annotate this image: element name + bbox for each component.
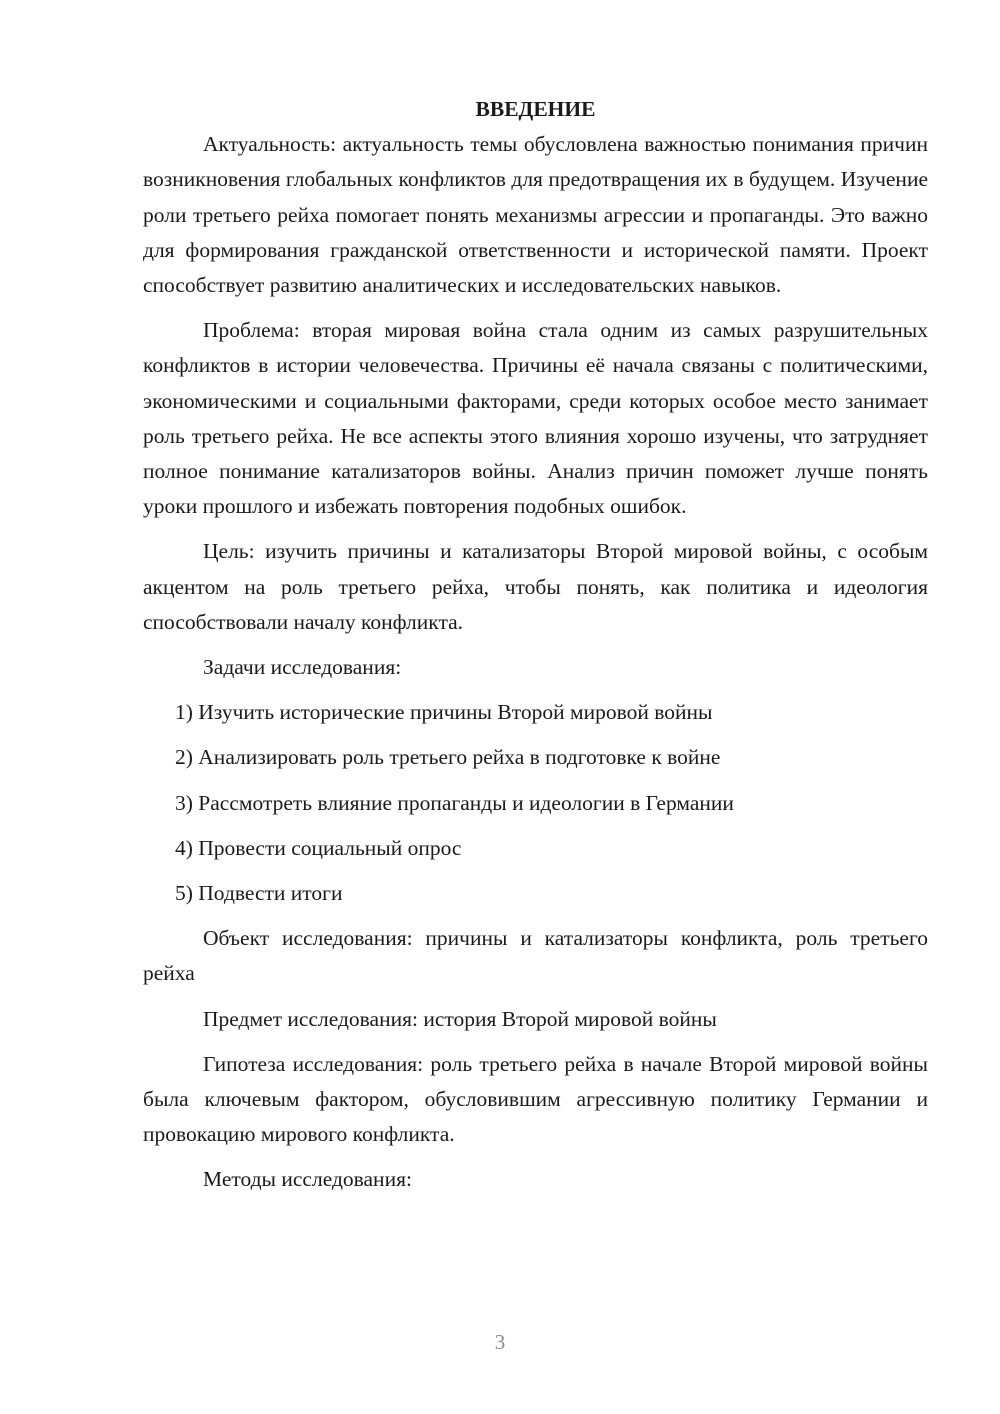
task-list bbox=[143, 695, 928, 911]
task-item-4: 4) Провести социальный опрос bbox=[175, 835, 462, 860]
task-item-2: 2) Анализировать роль третьего рейха в подготовке к войне bbox=[175, 745, 721, 770]
document-page bbox=[143, 92, 928, 1208]
task-item-1: 1) Изучить исторические причины Второй мировой войны bbox=[175, 700, 713, 725]
task-item-3: 3) Рассмотреть влияние пропаганды и идеологии в Германии bbox=[175, 790, 734, 815]
paragraph-methods-title: Методы исследования: bbox=[203, 1167, 412, 1192]
paragraph-goal: Цель: изучить причины и катализаторы Второй мировой войны, с особым акцентом на роль третьего рейха, чтобы понять, как политика и идеология способствовали началу конфликта. bbox=[143, 539, 928, 634]
page-number: 3 bbox=[494, 1330, 506, 1354]
paragraph-hypothesis: Гипотеза исследования: роль третьего рейха в начале Второй мировой войны была ключевым фактором, обусловившим агрессивную политику Германии и провокацию мирового конфликта. bbox=[143, 1051, 928, 1147]
section-heading: ВВЕДЕНИЕ bbox=[475, 97, 596, 121]
task-item-5: 5) Подвести итоги bbox=[175, 881, 343, 906]
paragraph-subject: Предмет исследования: история Второй мировой войны bbox=[203, 1006, 717, 1031]
paragraph-tasks-title: Задачи исследования: bbox=[203, 655, 402, 680]
paragraph-problem: Проблема: вторая мировая война стала одним из самых разрушительных конфликтов в истории человечества. Причины её начала связаны с политическими, экономическими и социальными факторами, среди которых особое место занимает роль третьего рейха. Не все аспекты этого влияния хорошо изучены, что затрудняет полное понимание катализаторов войны. Анализ причин поможет лучше понять уроки прошлого и избежать повторения подобных ошибок. bbox=[143, 318, 928, 519]
paragraph-relevance: Актуальность: актуальность темы обусловлена важностью понимания причин возникновения глобальных конфликтов для предотвращения их в будущем. Изучение роли третьего рейха помогает понять механизмы агрессии и пропаганды. Это важно для формирования гражданской ответственности и исторической памяти. Проект способствует развитию аналитических и исследовательских навыков. bbox=[143, 132, 928, 298]
paragraph-object: Объект исследования: причины и катализаторы конфликта, роль третьего рейха bbox=[143, 926, 928, 986]
